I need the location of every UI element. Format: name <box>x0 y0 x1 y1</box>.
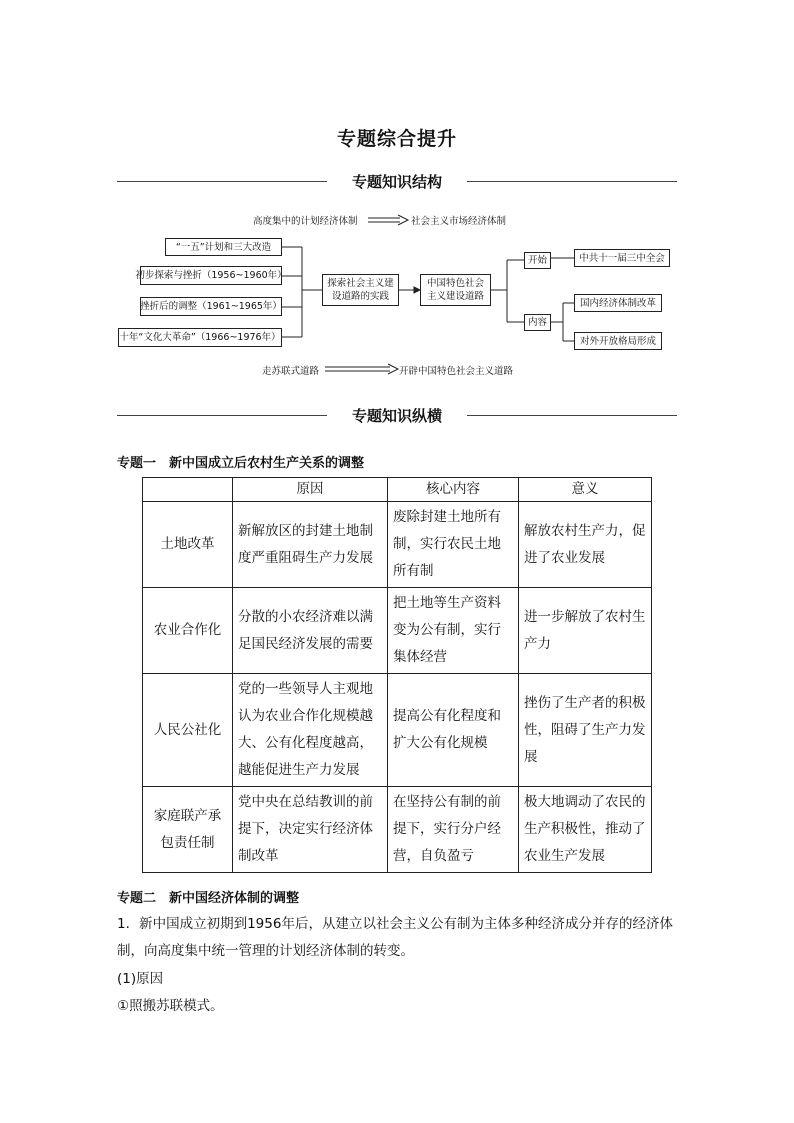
table-row <box>143 588 652 674</box>
table-cell-meaning: 极大地调动了农民的生产积极性，推动了农业生产发展 <box>519 787 652 873</box>
double-arrow-top <box>368 215 408 225</box>
section2-divider-left <box>117 415 327 416</box>
table-row-name: 人民公社化 <box>143 674 233 787</box>
table-cell-content: 在坚持公有制的前提下，实行分户经营，自负盈亏 <box>388 787 519 873</box>
diagram-box-third-plenum: 中共十一届三中全会 <box>574 249 670 267</box>
diagram-box-adjustment: 挫折后的调整（1961~1965年） <box>140 297 282 316</box>
table-header-cell: 原因 <box>233 478 388 502</box>
table-row <box>143 787 652 873</box>
table-cell-meaning: 进一步解放了农村生产力 <box>519 588 652 674</box>
diagram-box-start: 开始 <box>524 252 551 269</box>
table-cell-cause: 新解放区的封建土地制度严重阻碍生产力发展 <box>233 502 388 588</box>
section-title-structure: 专题知识结构 <box>351 173 442 191</box>
left-bracket <box>282 247 322 337</box>
diagram-box-practice: 探索社会主义建设道路的实践 <box>322 274 399 306</box>
topic1-heading: 专题一 新中国成立后农村生产关系的调整 <box>117 456 365 471</box>
topic2-paragraph-2: (1)原因 <box>117 971 164 987</box>
diagram-box-cultural-revolution: 十年“文化大革命”（1966~1976年） <box>118 328 282 347</box>
table-cell-content: 废除封建土地所有制，实行农民土地所有制 <box>388 502 519 588</box>
table-header-cell <box>143 478 233 502</box>
table-cell-content: 提高公有化程度和扩大公有化规模 <box>388 674 519 787</box>
diagram-box-content: 内容 <box>524 314 551 331</box>
arrow-mid <box>399 287 420 293</box>
table-row-name: 家庭联产承包责任制 <box>143 787 233 873</box>
knowledge-structure-diagram <box>0 0 794 400</box>
diagram-box-first-five-year-plan: “一五”计划和三大改造 <box>165 238 282 256</box>
table-cell-meaning: 挫伤了生产者的积极性，阻碍了生产力发展 <box>519 674 652 787</box>
topic2-paragraph-3: ①照搬苏联模式。 <box>117 998 224 1014</box>
table-row <box>143 674 652 787</box>
rural-relations-table <box>142 477 652 873</box>
table-cell-meaning: 解放农村生产力，促进了农业发展 <box>519 502 652 588</box>
table-header-cell: 核心内容 <box>388 478 519 502</box>
diagram-top-left-label: 高度集中的计划经济体制 <box>253 216 358 227</box>
diagram-top-right-label: 社会主义市场经济体制 <box>411 216 507 227</box>
diagram-box-initial-exploration: 初步探索与挫折（1956~1960年） <box>140 266 282 285</box>
table-row-name: 土地改革 <box>143 502 233 588</box>
table-cell-content: 把土地等生产资料变为公有制，实行集体经营 <box>388 588 519 674</box>
table-cell-cause: 党中央在总结教训的前提下，决定实行经济体制改革 <box>233 787 388 873</box>
section-title-overview: 专题知识纵横 <box>351 407 442 425</box>
diagram-box-chinese-road: 中国特色社会主义建设道路 <box>420 274 491 306</box>
table-header-row <box>143 478 652 502</box>
table-row <box>143 502 652 588</box>
diagram-box-economic-reform: 国内经济体制改革 <box>574 294 662 312</box>
table-header-cell: 意义 <box>519 478 652 502</box>
diagram-bottom-right-label: 开辟中国特色社会主义道路 <box>399 366 514 377</box>
diagram-bottom-left-label: 走苏联式道路 <box>262 366 320 377</box>
topic2-heading: 专题二 新中国经济体制的调整 <box>117 891 300 906</box>
double-arrow-bottom <box>325 364 398 374</box>
section2-divider-right <box>467 415 677 416</box>
page-title: 专题综合提升 <box>336 128 457 150</box>
table-row-name: 农业合作化 <box>143 588 233 674</box>
diagram-box-opening-up: 对外开放格局形成 <box>574 332 662 350</box>
topic2-paragraph-1: 1．新中国成立初期到1956年后，从建立以社会主义公有制为主体多种经济成分并存的经济体制，向高度集中统一管理的计划经济体制的转变。 <box>117 916 673 959</box>
table-cell-cause: 分散的小农经济难以满足国民经济发展的需要 <box>233 588 388 674</box>
table-cell-cause: 党的一些领导人主观地认为农业合作化规模越大、公有化程度越高，越能促进生产力发展 <box>233 674 388 787</box>
